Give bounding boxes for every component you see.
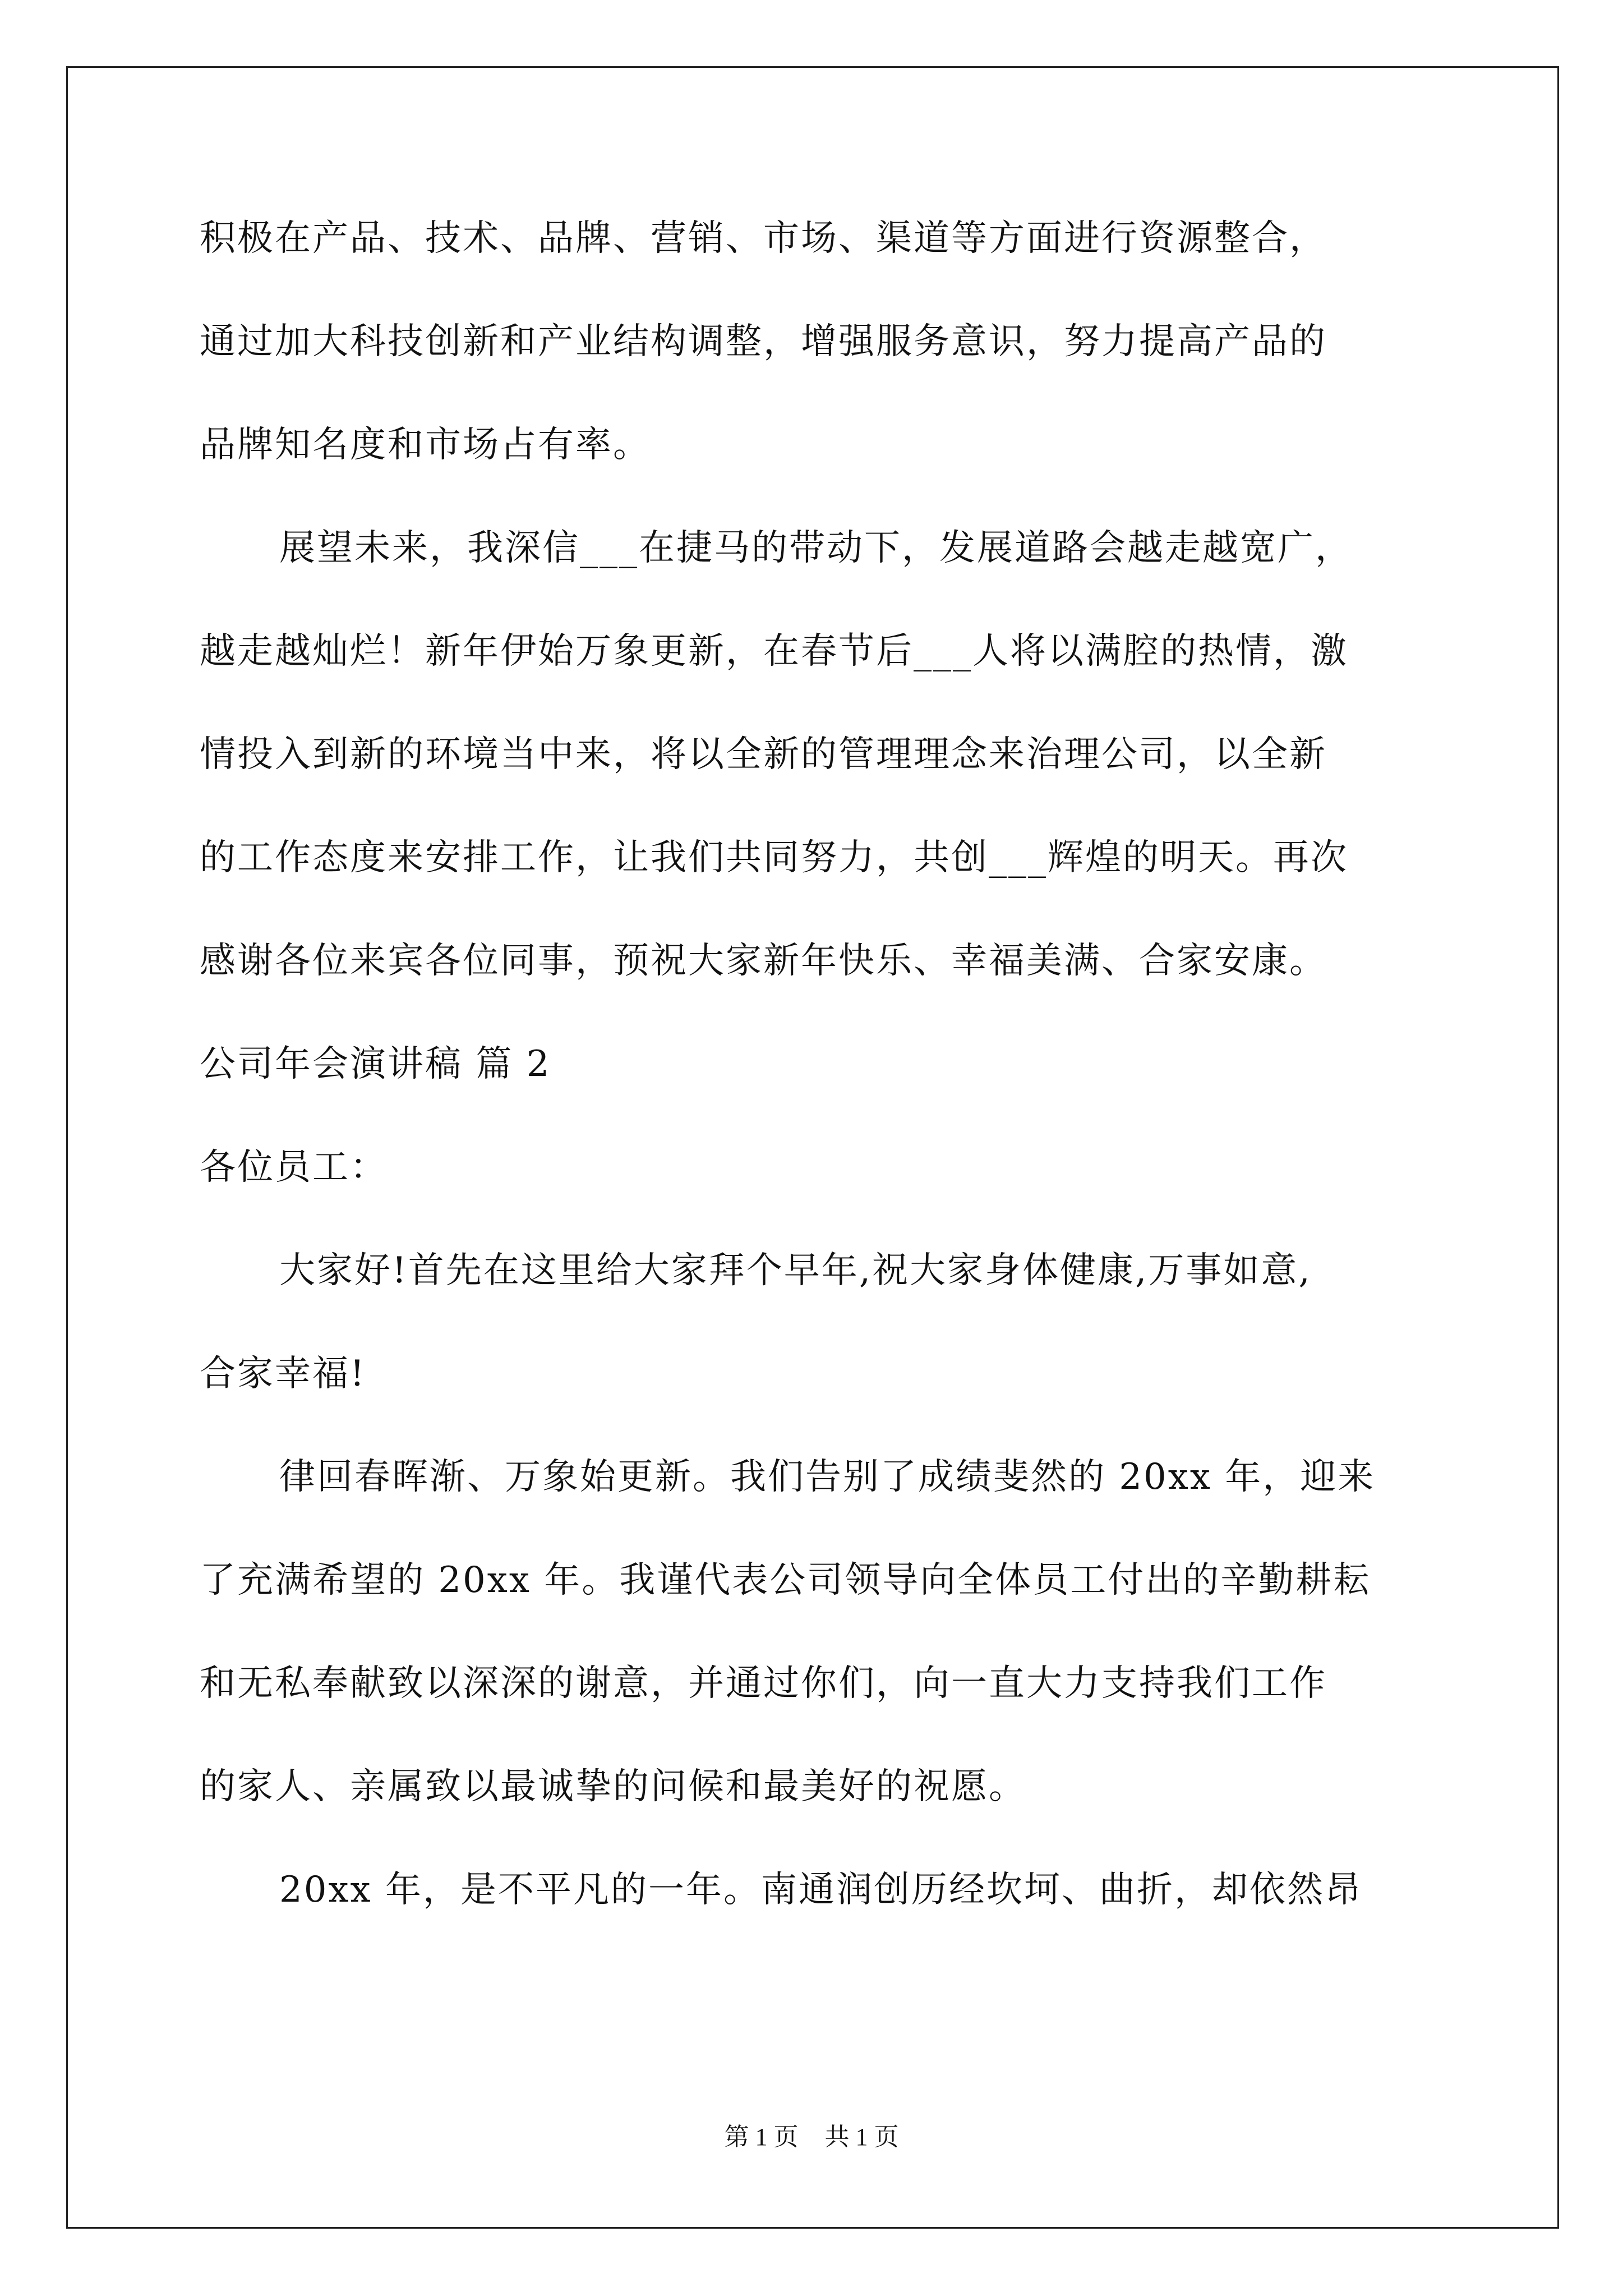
- page-footer: [0, 2122, 1623, 2153]
- page-number-total: 共 1 页: [824, 2123, 899, 2151]
- text-line: 了充满希望的 20xx 年。我谨代表公司领导向全体员工付出的辛勤耕耘: [200, 1559, 1371, 1601]
- page-number-current: 第 1 页: [724, 2123, 799, 2151]
- text-line: 积极在产品、技术、品牌、营销、市场、渠道等方面进行资源整合，: [200, 218, 1327, 259]
- text-line: 合家幸福!: [200, 1353, 366, 1395]
- text-line: 感谢各位来宾各位同事，预祝大家新年快乐、幸福美满、合家安康。: [200, 940, 1327, 982]
- text-line: 和无私奉献致以深深的谢意，并通过你们，向一直大力支持我们工作: [200, 1663, 1327, 1704]
- text-line: 越走越灿烂！新年伊始万象更新，在春节后___人将以满腔的热情，激: [200, 631, 1348, 672]
- text-line: 律回春晖渐、万象始更新。我们告别了成绩斐然的 20xx 年，迎来: [279, 1456, 1376, 1498]
- text-line: 情投入到新的环境当中来，将以全新的管理理念来治理公司，以全新: [200, 734, 1327, 775]
- text-line: 展望未来，我深信___在捷马的带动下，发展道路会越走越宽广，: [279, 527, 1353, 569]
- text-line: 品牌知名度和市场占有率。: [200, 424, 651, 466]
- text-line: 通过加大科技创新和产业结构调整，增强服务意识，努力提高产品的: [200, 321, 1327, 362]
- text-line: 大家好!首先在这里给大家拜个早年,祝大家身体健康,万事如意,: [279, 1250, 1312, 1291]
- salutation: 各位员工：: [200, 1147, 388, 1188]
- text-line: 的家人、亲属致以最诚挚的问候和最美好的祝愿。: [200, 1766, 1026, 1807]
- section-heading: 公司年会演讲稿 篇 2: [200, 1043, 551, 1085]
- text-line: 的工作态度来安排工作，让我们共同努力，共创___辉煌的明天。再次: [200, 837, 1348, 878]
- text-line: 20xx 年，是不平凡的一年。南通润创历经坎坷、曲折，却依然昂: [279, 1869, 1362, 1911]
